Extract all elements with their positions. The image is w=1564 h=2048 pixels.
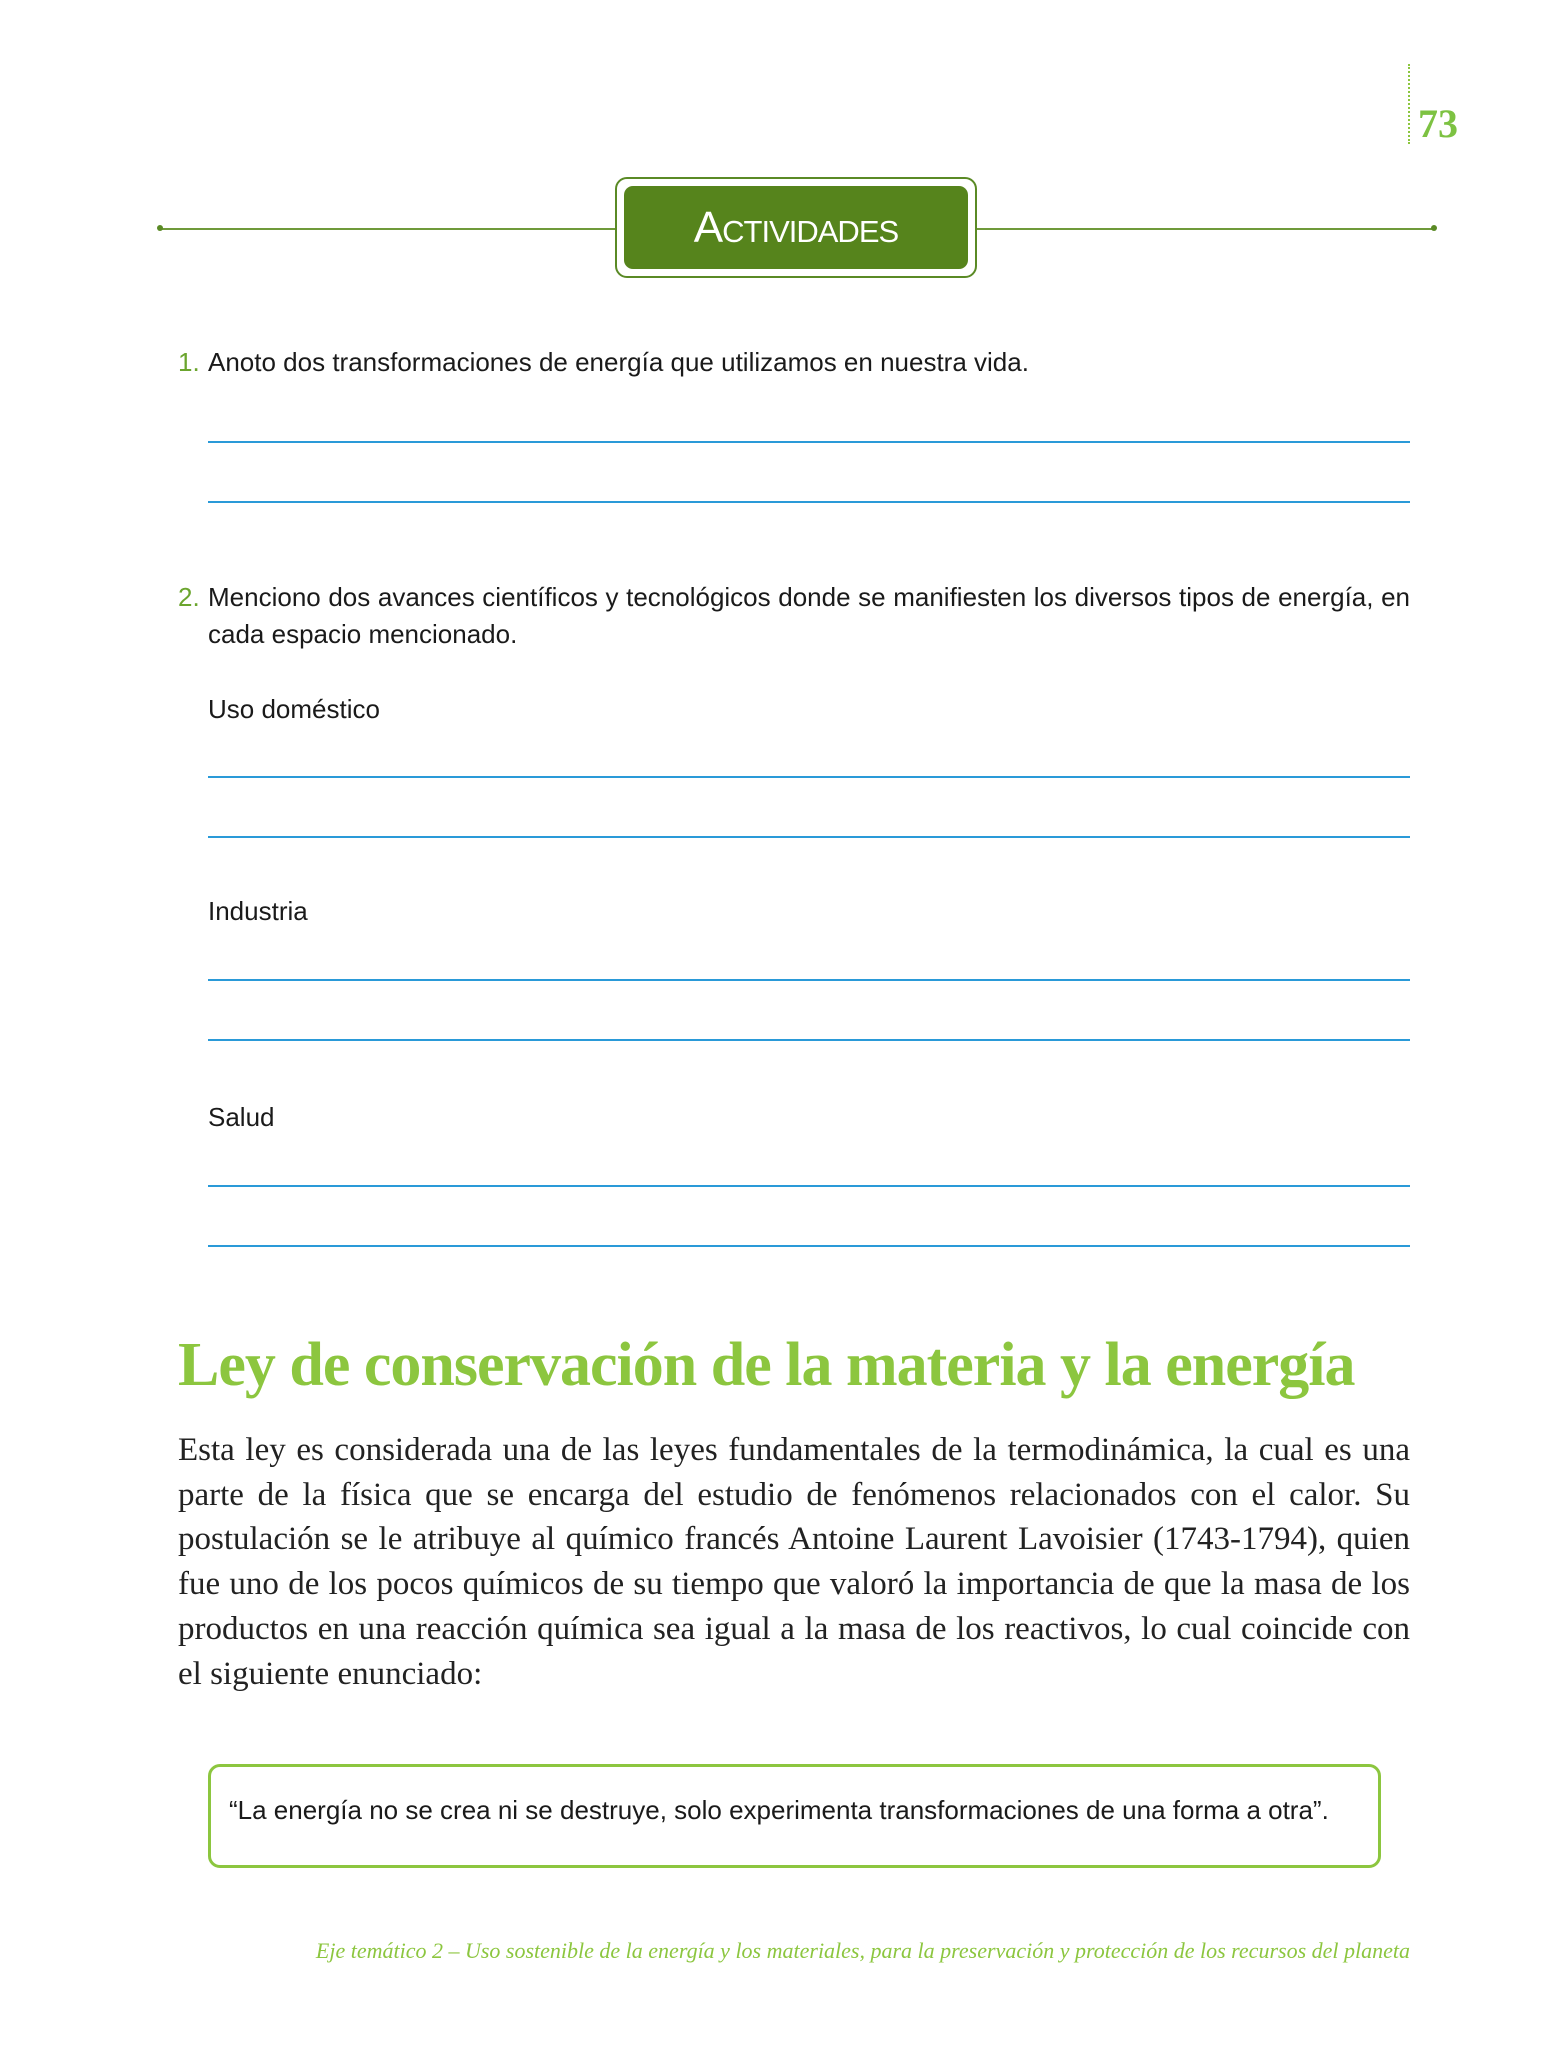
question-text: Menciono dos avances científicos y tecnológicos donde se manifiesten los diversos tipos de energía, en cada espacio mencionado. [208,582,1410,649]
page-footer: Eje temático 2 – Uso sostenible de la energía y los materiales, para la preservación y protección de los recursos del planeta [315,1938,1410,1963]
section-banner [615,177,977,278]
section-heading: Ley de conservación de la materia y la energía [178,1331,1355,1399]
quote-box [208,1764,1381,1868]
rule-dot-left [157,225,163,231]
section-title: Actividades [624,186,968,269]
category-label: Uso doméstico [208,694,380,724]
answer-line[interactable] [208,836,1410,838]
answer-line[interactable] [208,1039,1410,1041]
category-label: Industria [208,896,308,926]
answer-line[interactable] [208,441,1410,443]
question-text: Anoto dos transformaciones de energía que utilizamos en nuestra vida. [208,347,1029,377]
answer-line[interactable] [208,501,1410,503]
page-number-divider [1408,64,1410,144]
page-number: 73 [1418,101,1458,146]
answer-line[interactable] [208,1245,1410,1247]
answer-line[interactable] [208,979,1410,981]
category-label: Salud [208,1102,275,1132]
question-number: 1. [178,347,200,377]
rule-dot-right [1431,225,1437,231]
question-1 [178,344,1410,381]
quote-text: “La energía no se crea ni se destruye, solo experimenta transformaciones de una forma a otra”. [229,1795,1329,1825]
question-number: 2. [178,582,200,612]
question-2 [178,579,1410,653]
answer-line[interactable] [208,1185,1410,1187]
answer-line[interactable] [208,776,1410,778]
body-paragraph: Esta ley es considerada una de las leyes fundamentales de la termodinámica, la cual es una parte de la física que se encarga del estudio de fenómenos relacionados con el calor. Su postulación se le atribuye al químico francés Antoine Laurent Lavoisier (1743-1794), quien fue uno de los pocos químicos de su tiempo que valoró la importancia de que la masa de los productos en una reacción química sea igual a la masa de los reactivos, lo cual coincide con el siguiente enunciado: [178,1432,1410,1692]
